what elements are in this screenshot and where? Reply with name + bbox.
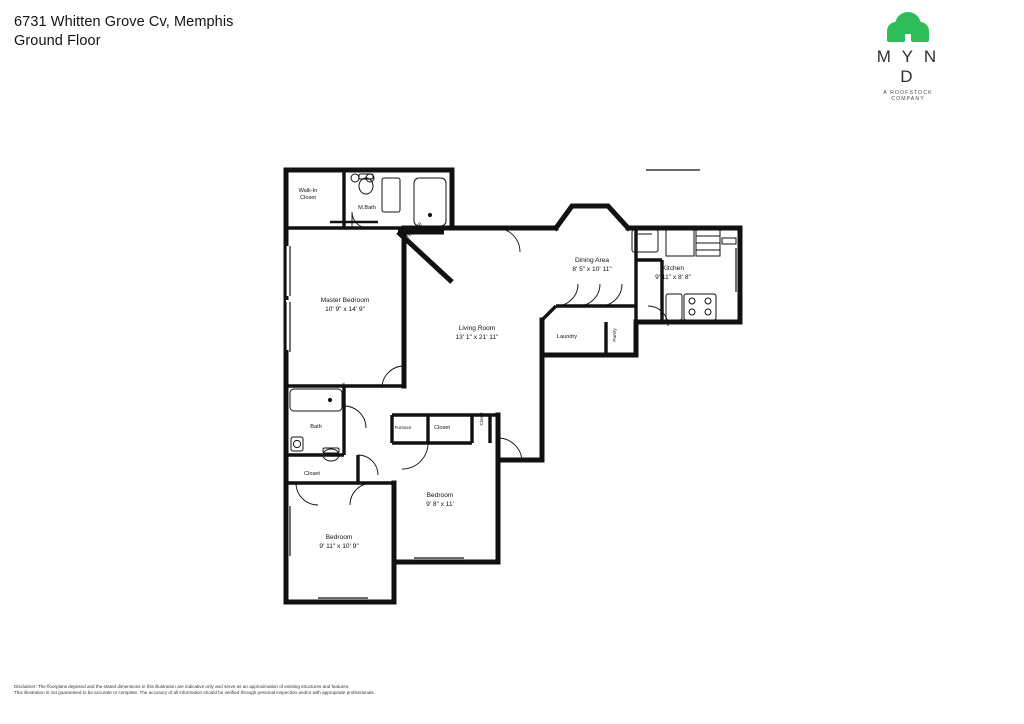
room-label-furnace: Furnace <box>394 425 412 430</box>
room-label-master-bedroom: Master Bedroom 10' 9" x 14' 9" <box>320 297 370 313</box>
brand-wordmark: M Y N D <box>876 47 940 86</box>
room-label-closet-vertical: Closet <box>341 382 346 396</box>
room-label-kitchen: Kitchen 9' 11" x 8' 8" <box>655 265 691 281</box>
disclaimer <box>14 684 614 697</box>
room-label-living-room: Living Room 13' 1" x 21' 11" <box>455 325 499 341</box>
room-label-closet-hall: Closet <box>434 425 450 431</box>
page-title-address: 6731 Whitten Grove Cv, Memphis <box>14 14 234 30</box>
room-label-bedroom-2: Bedroom 9' 8" x 11' <box>426 492 454 508</box>
room-label-bedroom-3: Bedroom 9' 11" x 10' 9" <box>319 534 359 550</box>
brand-tagline: A ROOFSTOCK COMPANY <box>883 90 933 102</box>
room-label-walkin-closet: Walk-In Closet <box>298 188 318 202</box>
disclaimer-line-1: Disclaimer: The floorplans depicted and the stated dimensions in this illustration are indicative only and serve as an approximation of existing structures and features. <box>14 684 350 689</box>
room-label-fireplace: Fireplace <box>401 221 424 243</box>
room-label-closet-mid: Closet <box>479 412 484 426</box>
room-label-dining-area: Dining Area 8' 5" x 10' 11" <box>572 257 612 273</box>
room-label-closet-lower-left: Closet <box>304 471 320 477</box>
room-label-bath: Bath <box>310 424 322 430</box>
room-label-laundry: Laundry <box>556 334 578 340</box>
room-label-mbath: M.Bath <box>358 205 376 211</box>
disclaimer-line-2: This illustration is not guaranteed to be accurate or complete. The accuracy of all information should be verified through personal inspection and/or with appropriate professionals. <box>14 690 375 696</box>
room-label-pantry: Pantry <box>612 328 617 342</box>
page-title-floor: Ground Floor <box>14 33 101 49</box>
